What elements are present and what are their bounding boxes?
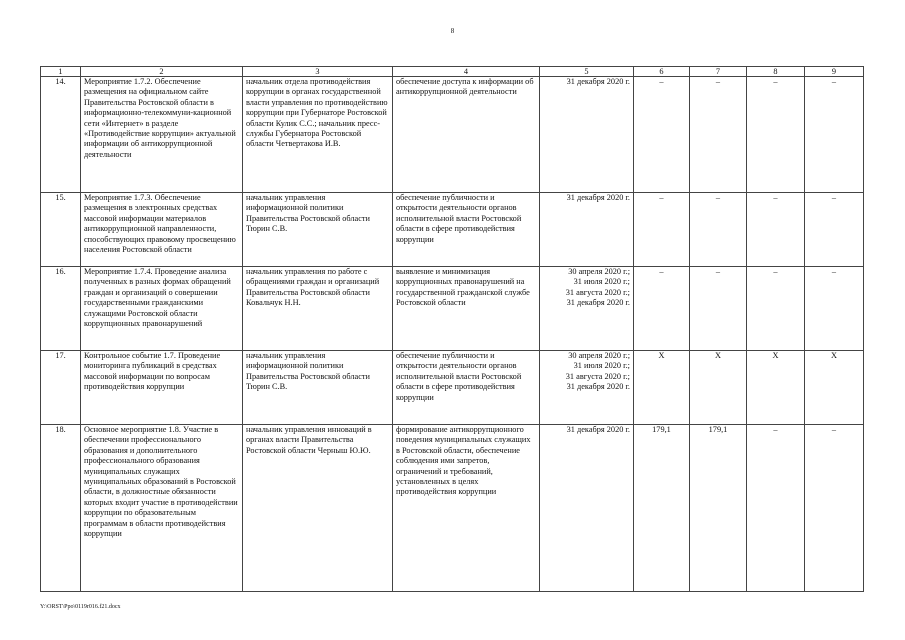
date-cell: 30 апреля 2020 г.; 31 июля 2020 г.; 31 августа 2020 г.; 31 декабря 2020 г. — [540, 267, 634, 351]
row-number: 14. — [41, 77, 81, 193]
value-cell: 179,1 — [634, 425, 690, 592]
event-cell: Мероприятие 1.7.4. Проведение анализа полученных в разных формах обращений граждан и организаций о совершении государственными гражданскими служащими Ростовской области коррупционных правонарушений — [81, 267, 243, 351]
row-number: 16. — [41, 267, 81, 351]
result-cell: обеспечение публичности и открытости деятельности органов исполнительной власти Ростовской области в сфере противодействия коррупции — [393, 351, 540, 425]
event-cell: Мероприятие 1.7.3. Обеспечение размещения в электронных средствах массовой информации материалов антикоррупционной направленности, способствующих правовому просвещению населения Ростовской области — [81, 193, 243, 267]
date-cell: 31 декабря 2020 г. — [540, 425, 634, 592]
value-cell: Х — [805, 351, 864, 425]
result-cell: выявление и минимизация коррупционных правонарушений на государственной гражданской службе Ростовской области — [393, 267, 540, 351]
value-cell: – — [747, 77, 805, 193]
value-cell: – — [747, 425, 805, 592]
value-cell: Х — [690, 351, 747, 425]
value-cell: Х — [747, 351, 805, 425]
value-cell: – — [690, 193, 747, 267]
event-cell: Основное мероприятие 1.8. Участие в обеспечении профессионального образования и дополнительного профессионального образования муниципальных служащих муниципальных образований в Ростовской области, в должностные обязанности которых входит участие в противодействии коррупции по образовательным программам в области противодействия коррупции — [81, 425, 243, 592]
value-cell: – — [634, 193, 690, 267]
action-plan-table — [40, 66, 864, 592]
responsible-cell: начальник управления информационной политики Правительства Ростовской области Тюрин С.В. — [243, 193, 393, 267]
table-row — [41, 267, 864, 351]
value-cell: – — [634, 267, 690, 351]
table-header-row — [41, 67, 864, 77]
row-number: 18. — [41, 425, 81, 592]
date-cell: 30 апреля 2020 г.; 31 июля 2020 г.; 31 августа 2020 г.; 31 декабря 2020 г. — [540, 351, 634, 425]
value-cell: – — [747, 193, 805, 267]
value-cell: Х — [634, 351, 690, 425]
table-row — [41, 351, 864, 425]
header-cell: 6 — [634, 67, 690, 77]
table-row — [41, 77, 864, 193]
date-cell: 31 декабря 2020 г. — [540, 77, 634, 193]
value-cell: – — [805, 77, 864, 193]
value-cell: – — [805, 193, 864, 267]
header-cell: 9 — [805, 67, 864, 77]
event-cell: Контрольное событие 1.7. Проведение мониторинга публикаций в средствах массовой информации по вопросам противодействия коррупции — [81, 351, 243, 425]
header-cell: 3 — [243, 67, 393, 77]
responsible-cell: начальник управления по работе с обращениями граждан и организаций Правительства Ростовской области Ковальчук Н.Н. — [243, 267, 393, 351]
header-cell: 2 — [81, 67, 243, 77]
result-cell: обеспечение доступа к информации об антикоррупционной деятельности — [393, 77, 540, 193]
header-cell: 8 — [747, 67, 805, 77]
responsible-cell: начальник отдела противодействия коррупции в органах государственной власти управления по противодействию коррупции при Губернаторе Ростовской области Кулик С.С.; начальник пресс-службы Губернатора Ростовской области Четвертакова И.В. — [243, 77, 393, 193]
table-row — [41, 425, 864, 592]
responsible-cell: начальник управления информационной политики Правительства Ростовской области Тюрин С.В. — [243, 351, 393, 425]
table-row — [41, 193, 864, 267]
row-number: 15. — [41, 193, 81, 267]
value-cell: – — [690, 267, 747, 351]
header-cell: 1 — [41, 67, 81, 77]
header-cell: 4 — [393, 67, 540, 77]
value-cell: – — [747, 267, 805, 351]
row-number: 17. — [41, 351, 81, 425]
value-cell: 179,1 — [690, 425, 747, 592]
header-cell: 7 — [690, 67, 747, 77]
responsible-cell: начальник управления инноваций в органах власти Правительства Ростовской области Черныш Ю.Ю. — [243, 425, 393, 592]
value-cell: – — [805, 425, 864, 592]
value-cell: – — [634, 77, 690, 193]
event-cell: Мероприятие 1.7.2. Обеспечение размещения на официальном сайте Правительства Ростовской области в информационно-телекоммуни-кационной сети «Интернет» в разделе «Противодействие коррупции» актуальной информации об антикоррупционной деятельности — [81, 77, 243, 193]
header-cell: 5 — [540, 67, 634, 77]
value-cell: – — [690, 77, 747, 193]
result-cell: формирование антикоррупционного поведения муниципальных служащих в Ростовской области, обеспечение соблюдения ими запретов, ограничений и требований, установленных в целях противодействия коррупции — [393, 425, 540, 592]
result-cell: обеспечение публичности и открытости деятельности органов исполнительной власти Ростовской области в сфере противодействия коррупции — [393, 193, 540, 267]
value-cell: – — [805, 267, 864, 351]
file-path-footer: Y:\ORST\Ppo\0119r016.f21.docx — [40, 604, 121, 610]
page-number: 8 — [450, 27, 455, 35]
date-cell: 31 декабря 2020 г. — [540, 193, 634, 267]
